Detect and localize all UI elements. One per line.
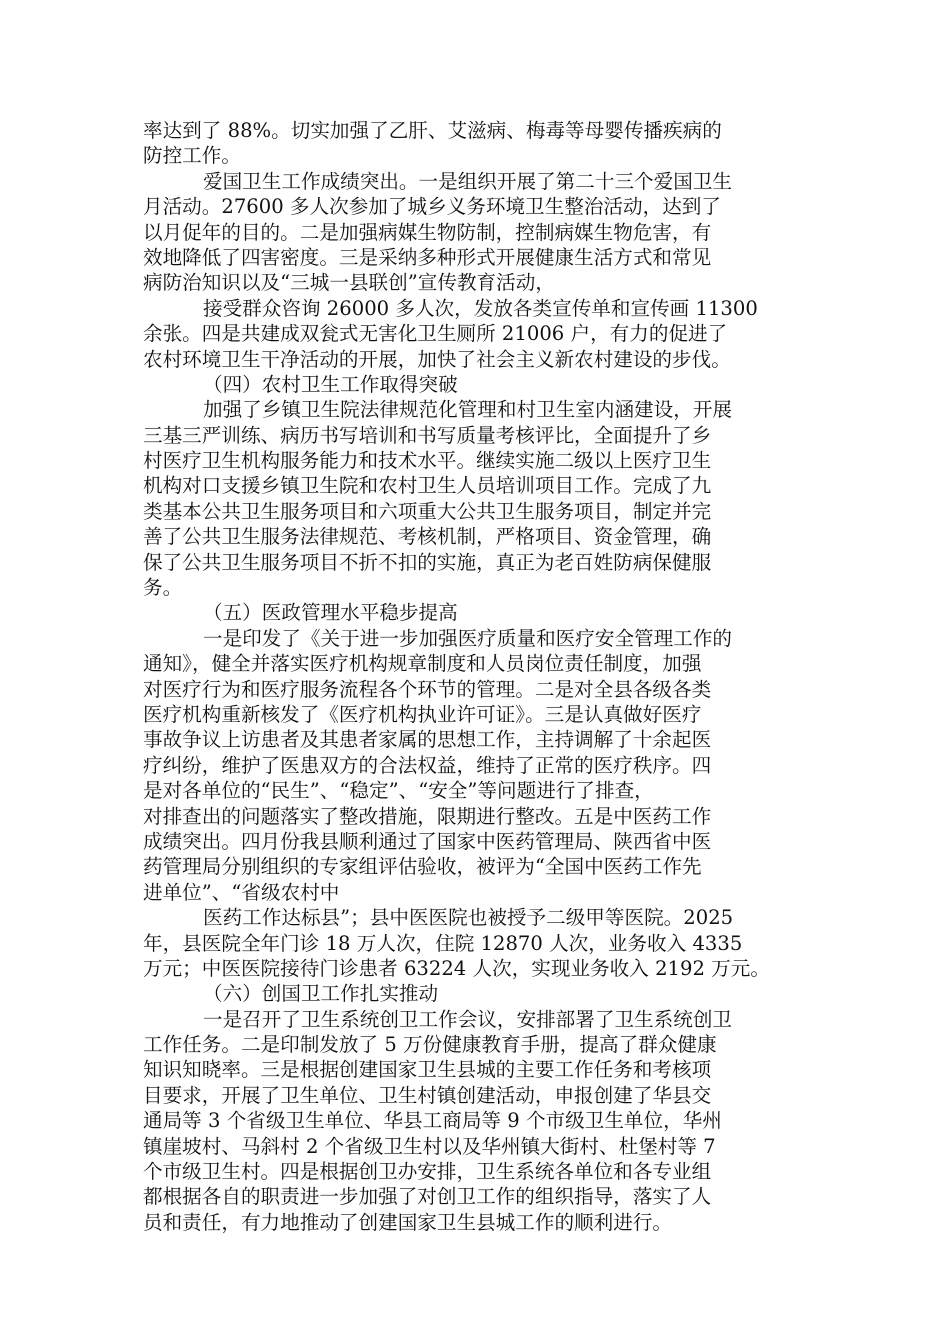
text-line: 知识知晓率。三是根据创建国家卫生县城的主要工作任务和考核项 [143,1058,712,1082]
text-line: 是对各单位的“民生”、“稳定”、“安全”等问题进行了排查， [143,779,654,803]
text-line: 保了公共卫生服务项目不折不扣的实施，真正为老百姓防病保健服 [143,550,712,574]
text-line: 效地降低了四害密度。三是采纳多种形式开展健康生活方式和常见 [143,245,712,269]
text-line: 都根据各自的职责进一步加强了对创卫工作的组织指导，落实了人 [143,1185,712,1209]
text-line: 村医疗卫生机构服务能力和技术水平。继续实施二级以上医疗卫生 [143,449,712,473]
text-line: （五）医政管理水平稳步提高 [203,601,458,625]
text-line: 目要求，开展了卫生单位、卫生村镇创建活动，申报创建了华县交 [143,1083,712,1107]
text-line: 事故争议上访患者及其患者家属的思想工作，主持调解了十余起医 [143,728,712,752]
text-line: 镇崖坡村、马斜村 2 个省级卫生村以及华州镇大街村、杜堡村等 7 [143,1134,716,1158]
text-line: 一是印发了《关于进一步加强医疗质量和医疗安全管理工作的 [203,626,733,650]
text-line: 医疗机构重新核发了《医疗机构执业许可证》。三是认真做好医疗 [143,702,702,726]
text-line: 进单位”、“省级农村中 [143,880,340,904]
text-line: 医药工作达标县”；县中医医院也被授予二级甲等医院。2025 [203,906,734,930]
text-line: 个市级卫生村。四是根据创卫办安排，卫生系统各单位和各专业组 [143,1160,712,1184]
document-body [143,118,809,1235]
text-line: 爱国卫生工作成绩突出。一是组织开展了第二十三个爱国卫生 [203,169,733,193]
text-line: 类基本公共卫生服务项目和六项重大公共卫生服务项目，制定并完 [143,499,712,523]
text-line: 工作任务。二是印制发放了 5 万份健康教育手册，提高了群众健康 [143,1033,717,1057]
text-line: 机构对口支援乡镇卫生院和农村卫生人员培训项目工作。完成了九 [143,474,712,498]
text-line: 三基三严训练、病历书写培训和书写质量考核评比，全面提升了乡 [143,423,712,447]
text-line: 万元；中医医院接待门诊患者 63224 人次，实现业务收入 2192 万元。 [143,956,770,980]
text-line: 一是召开了卫生系统创卫工作会议，安排部署了卫生系统创卫 [203,1007,733,1031]
text-line: 月活动。27600 多人次参加了城乡义务环境卫生整治活动，达到了 [143,195,721,219]
text-line: 农村环境卫生干净活动的开展，加快了社会主义新农村建设的步伐。 [143,347,731,371]
text-line: （四）农村卫生工作取得突破 [203,372,458,396]
text-line: 以月促年的目的。二是加强病媒生物防制，控制病媒生物危害，有 [143,220,712,244]
text-line: 对医疗行为和医疗服务流程各个环节的管理。二是对全县各级各类 [143,677,712,701]
text-line: 防控工作。 [143,144,241,168]
text-line: （六）创国卫工作扎实推动 [203,982,439,1006]
text-line: 加强了乡镇卫生院法律规范化管理和村卫生室内涵建设，开展 [203,398,733,422]
text-line: 对排查出的问题落实了整改措施，限期进行整改。五是中医药工作 [143,804,712,828]
text-line: 接受群众咨询 26000 多人次，发放各类宣传单和宣传画 11300 [203,296,758,320]
text-line: 年，县医院全年门诊 18 万人次，住院 12870 人次，业务收入 4335 [143,931,743,955]
text-line: 病防治知识以及“三城一县联创”宣传教育活动， [143,271,555,295]
text-line: 药管理局分别组织的专家组评估验收，被评为“全国中医药工作先 [143,855,702,879]
text-line: 善了公共卫生服务法律规范、考核机制，严格项目、资金管理，确 [143,525,712,549]
text-line: 通知》，健全并落实医疗机构规章制度和人员岗位责任制度，加强 [143,652,702,676]
text-line: 率达到了 88%。切实加强了乙肝、艾滋病、梅毒等母婴传播疾病的 [143,119,722,142]
text-line: 疗纠纷，维护了医患双方的合法权益，维持了正常的医疗秩序。四 [143,753,712,777]
text-line: 成绩突出。四月份我县顺利通过了国家中医药管理局、陕西省中医 [143,829,712,853]
text-line: 通局等 3 个省级卫生单位、华县工商局等 9 个市级卫生单位，华州 [143,1109,722,1133]
text-line: 余张。四是共建成双瓮式无害化卫生厕所 21006 户，有力的促进了 [143,322,728,346]
text-line: 务。 [143,576,183,600]
text-line: 员和责任，有力地推动了创建国家卫生县城工作的顺利进行。 [143,1210,673,1234]
